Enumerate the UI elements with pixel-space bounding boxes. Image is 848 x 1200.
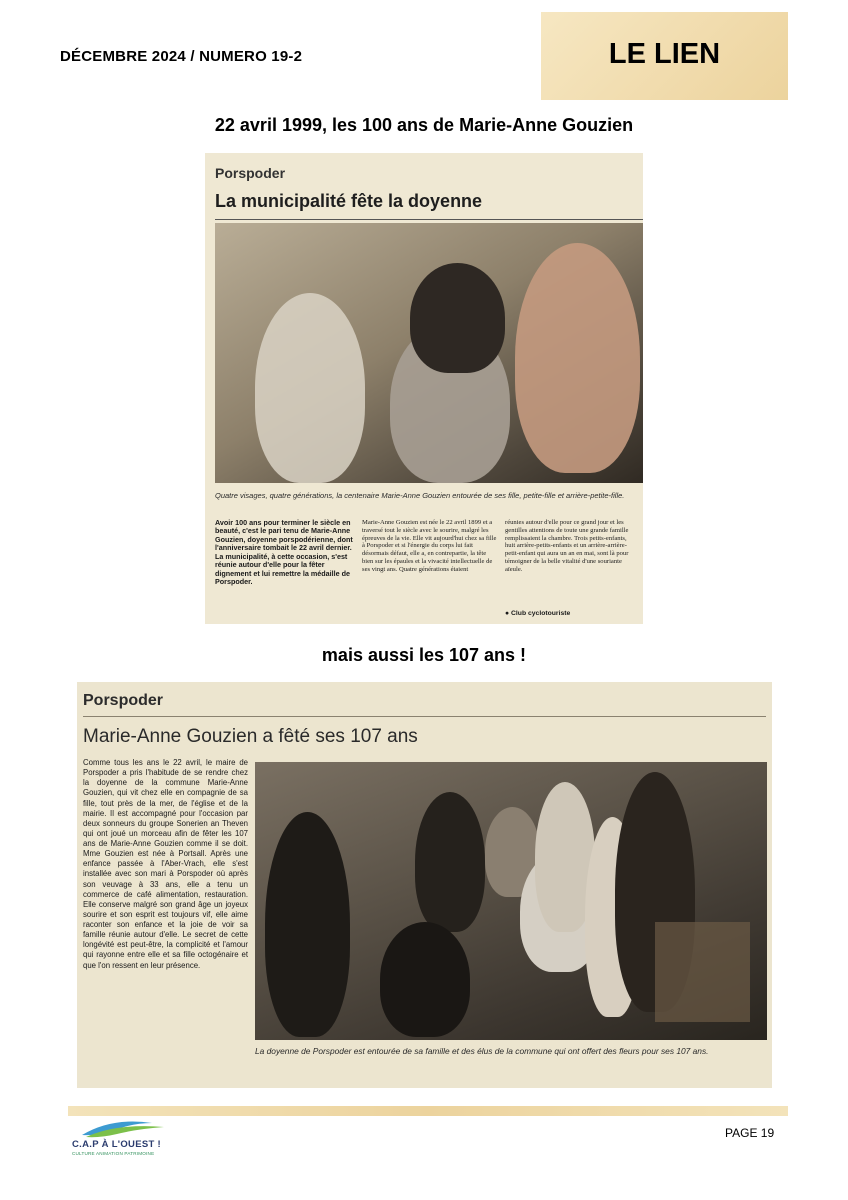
logo-subtitle: CULTURE ANIMATION PATRIMOINE xyxy=(72,1151,155,1156)
section-title-1: 22 avril 1999, les 100 ans de Marie-Anne Gouzien xyxy=(214,115,634,135)
newspaper-clipping-2 xyxy=(77,682,772,1088)
wave-icon xyxy=(72,1117,184,1139)
newspaper-clipping-1 xyxy=(205,153,643,624)
issue-date: DÉCEMBRE 2024 / NUMERO 19-2 xyxy=(60,48,303,65)
clipping-headline: La municipalité fête la doyenne xyxy=(215,191,483,211)
clipping-town: Porspoder xyxy=(215,165,286,181)
club-cyclotouriste: ● Club cyclotouriste xyxy=(505,610,571,617)
clipping-headline: Marie-Anne Gouzien a fêté ses 107 ans xyxy=(83,726,418,747)
photo-caption: Quatre visages, quatre générations, la centenaire Marie-Anne Gouzien entourée de ses fille, petite-fille et arrière-petite-fille. xyxy=(215,491,625,500)
section-title-2: mais aussi les 107 ans ! xyxy=(321,645,527,665)
clipping-town: Porspoder xyxy=(83,692,164,709)
cap-a-louest-logo xyxy=(72,1117,184,1165)
page-number: PAGE 19 xyxy=(725,1126,775,1140)
article-column-3: réunies autour d'elle pour ce grand jour et les gentilles attentions de toute une grande famille remplissaient la chambre. Trois petits-enfants, huit arrière-petits-enfants et un arrière-arrière-petit-enfant qui aura un an en mai, sont là pour témoigner de la belle vitalité d'une souriante aïeule. xyxy=(505,519,629,573)
article-body: Comme tous les ans le 22 avril, le maire de Porspoder a pris l'habitude de se rendre chez la doyenne de la commune Marie-Anne Gouzien, qui vit chez elle en compagnie de sa fille, tout près de la mer, de l'église et de la mairie. Il est accompagné pour l'occasion par deux sonneurs du groupe Sonerien an Theven qui ont joué un morceau afin de fêter les 107 ans de Marie-Anne Gouzien comme il se doit. Mme Gouzien est née à Portsall. Après une enfance passée à l'Aber-Vrach, elle s'est installée avec son mari à Porspoder où après son veuvage à 33 ans, elle a tenu un commerce de café alimentation, restauration. Elle conserve malgré son grand âge un joyeux sourire et son esprit est toujours vif, elle aime raconter son enfance et la joie de voir sa famille réunie autour d'elle. Le secret de cette longévité est peut-être, la complicité et l'amour qui rayonne entre elle et sa fille octogénaire et que l'on ressent en leur présence. xyxy=(83,758,248,970)
lead-paragraph: Avoir 100 ans pour terminer le siècle en beauté, c'est le pari tenu de Marie-Anne Gouzien, doyenne porspodérienne, dont l'anniversaire tombait le 22 avril dernier. La municipalité, à cette occasion, s'est réunie autour d'elle pour la fêter dignement et lui remettre la médaille de Porspoder. xyxy=(215,518,353,587)
logo-text: C.A.P À L'OUEST ! xyxy=(72,1139,161,1150)
photo-caption: La doyenne de Porspoder est entourée de sa famille et des élus de la commune qui ont offert des fleurs pour ses 107 ans. xyxy=(255,1046,709,1056)
photo-four-generations xyxy=(215,223,643,483)
brand-title: LE LIEN xyxy=(608,38,721,70)
footer-band xyxy=(68,1106,788,1116)
article-column-2: Marie-Anne Gouzien est née le 22 avril 1899 et a traversé tout le siècle avec le sourire, malgré les épreuves de la vie. Elle vit aujourd'hui chez sa fille à Porspoder et si l'énergie du corps lui fait désormais défaut, elle a, en contrepartie, la tête bien sur les épaules et la vivacité intellectuelle de ses vingt ans. Quatre générations étaient xyxy=(362,519,497,573)
photo-107-birthday xyxy=(255,762,767,1040)
